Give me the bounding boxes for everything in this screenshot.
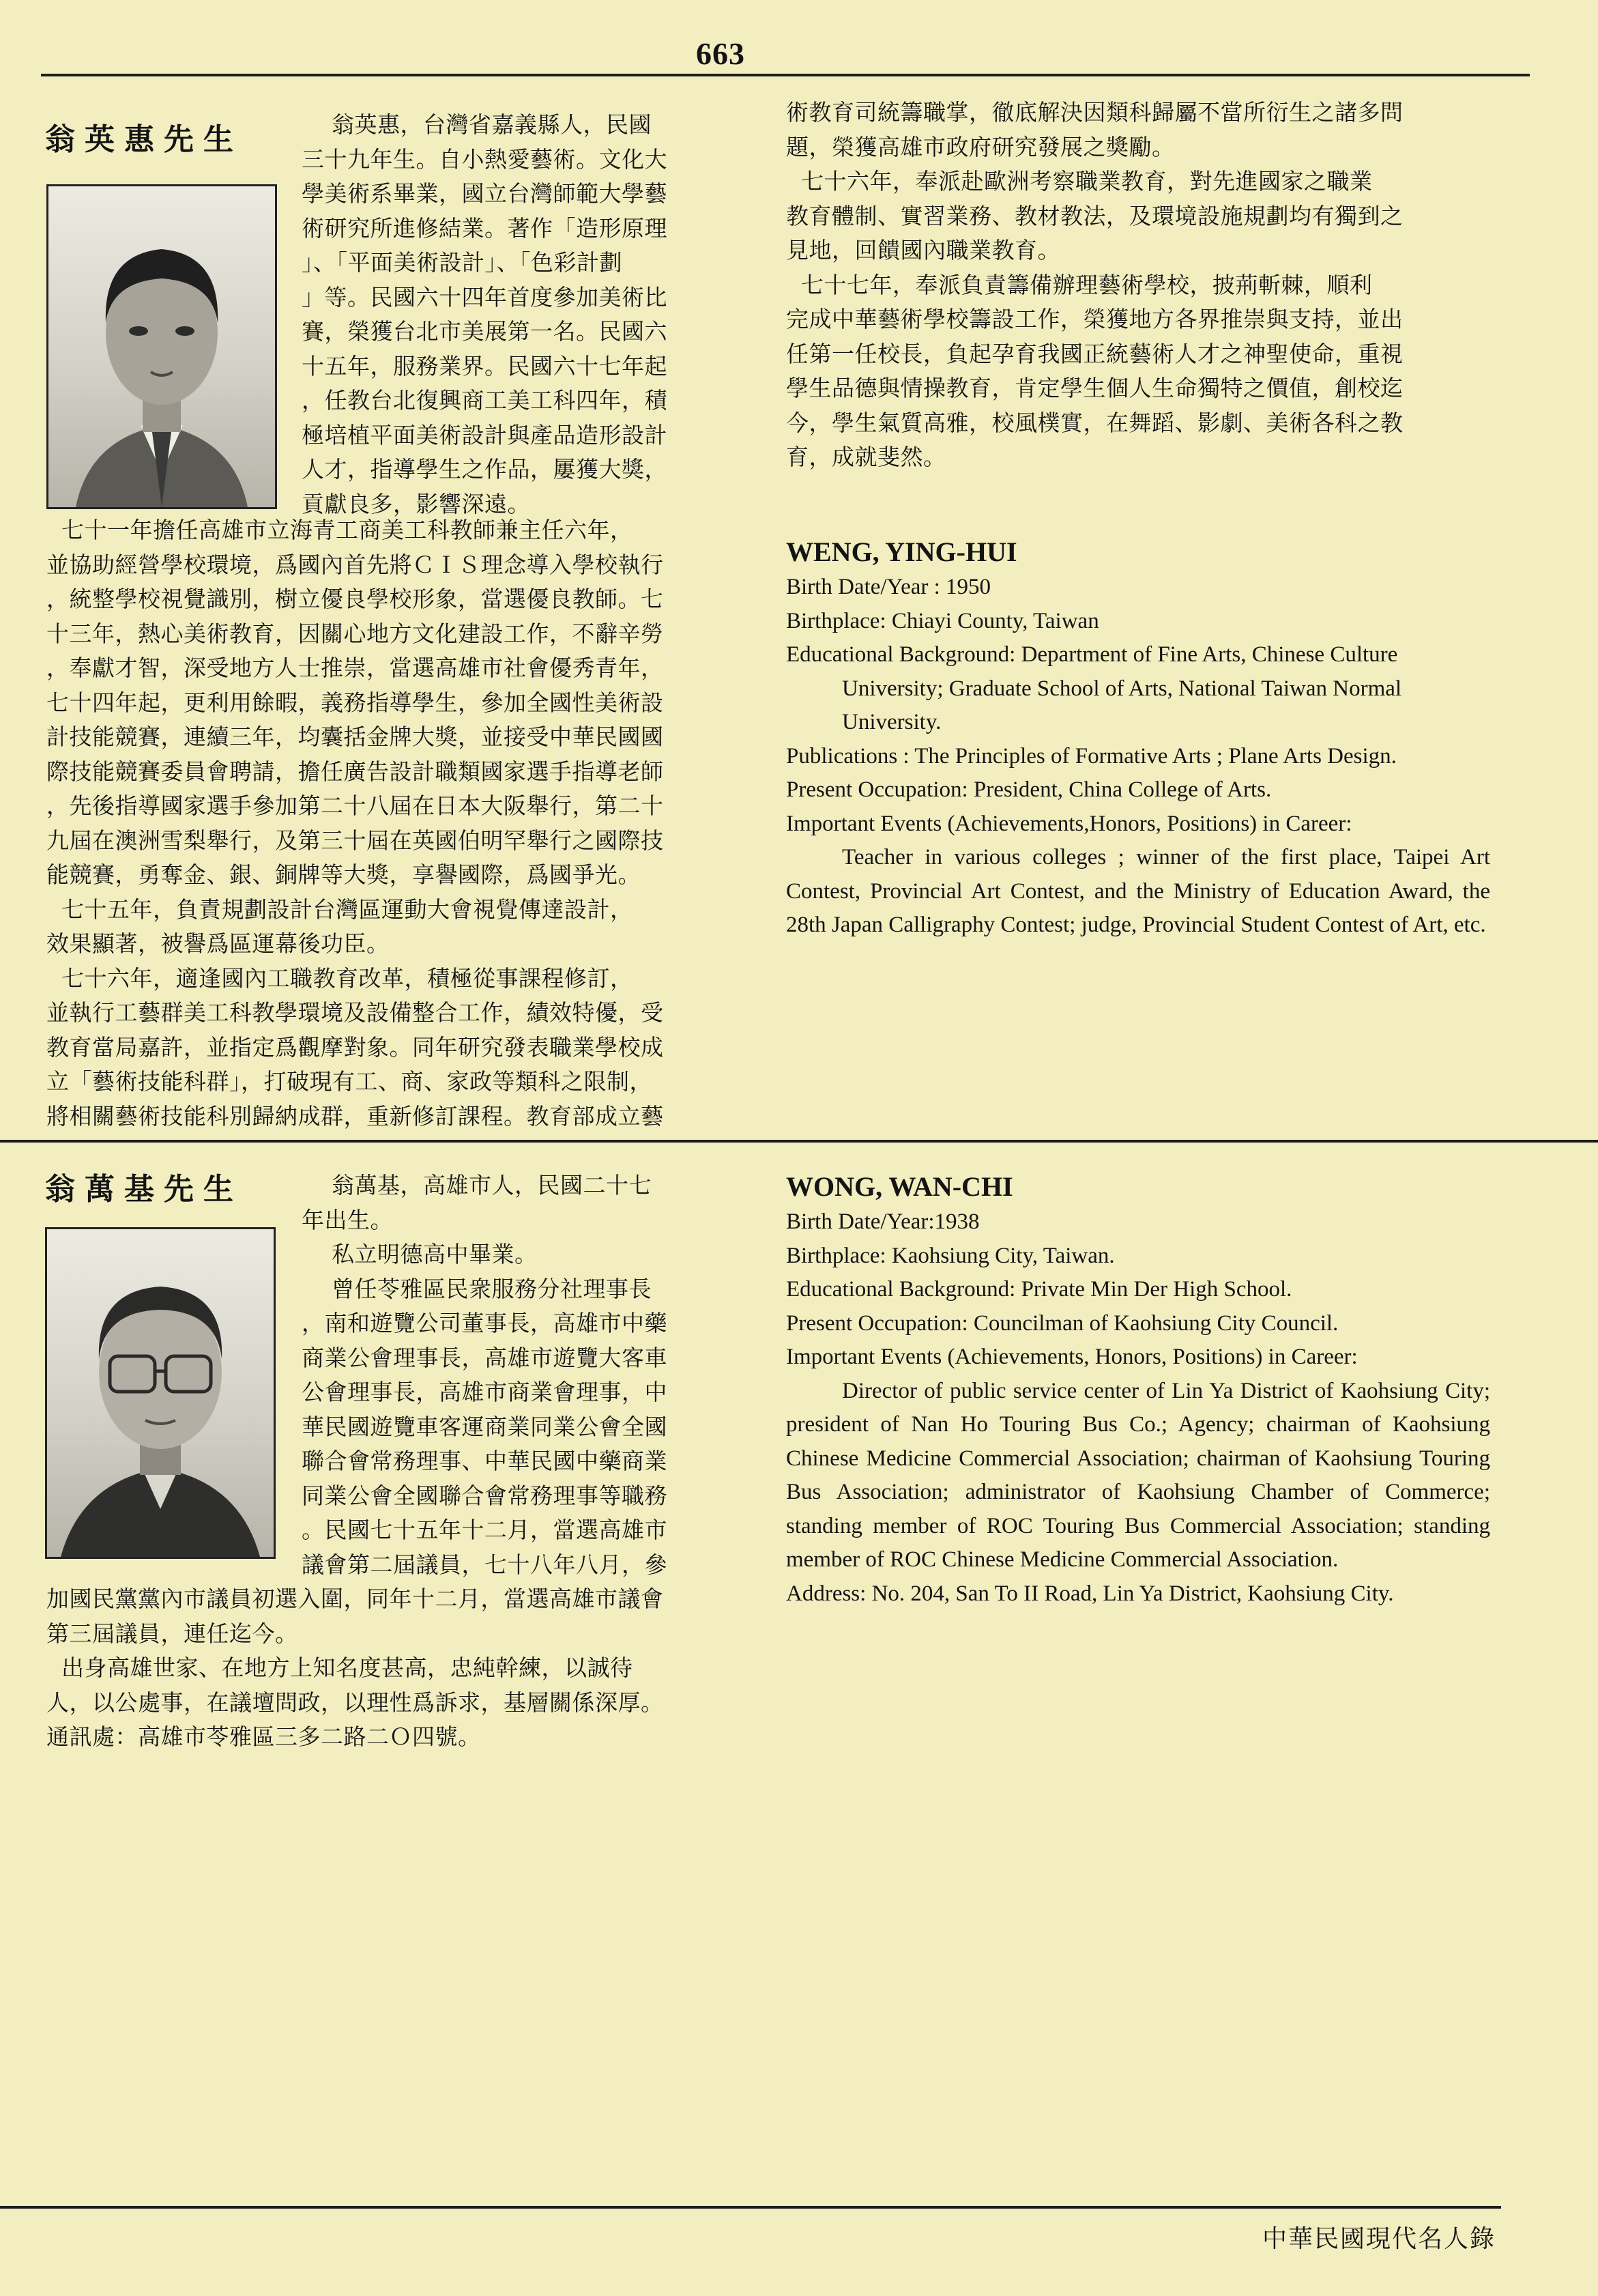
- entry-2-portrait: [45, 1227, 276, 1559]
- bio-line: 第三屆議員，連任迄今。: [46, 1620, 298, 1647]
- bio-line: ，統整學校視覺識別，樹立優良學校形象，當選優良教師。七: [46, 586, 664, 612]
- bio-line: 曾任苓雅區民衆服務分社理事長: [302, 1275, 652, 1302]
- bio-line: 」等。民國六十四年首度參加美術比: [302, 283, 667, 311]
- bio-line: 術研究所進修結業。著作「造形原理: [302, 214, 667, 242]
- entry-2-english-name: WONG, WAN-CHI: [786, 1171, 1013, 1202]
- bio-line: 效果顯著，被譽爲區運幕後功臣。: [46, 930, 390, 957]
- entry-2-bio-body: [46, 1582, 664, 1755]
- bio-line: 議會第二屆議員，七十八年八月，參: [302, 1551, 667, 1578]
- bio-line: 翁英惠，台灣省嘉義縣人，民國: [302, 111, 652, 138]
- entry-2-english: [786, 1168, 1490, 1611]
- events-paragraph: Teacher in various colleges ; winner of the first place, Taipei Art Contest, Provincial Art Contest, and the Ministry of Education Award, the 28th Japan Calligraphy Contest; judge, Provincial Student Contest of Art, etc.: [786, 845, 1490, 937]
- bio-line: 貢獻良多，影響深遠。: [302, 490, 530, 517]
- bio-line: 華民國遊覽車客運商業同業公會全國: [302, 1413, 667, 1440]
- bio-line: 聯合會常務理事、中華民國中藥商業: [302, 1448, 667, 1474]
- bio-line: ，奉獻才智，深受地方人士推崇，當選高雄市社會優秀青年，: [46, 655, 664, 681]
- entry-1-chinese-name: 翁英惠先生: [45, 122, 243, 157]
- bio-line: 加國民黨黨內市議員初選入圍，同年十二月，當選高雄市議會: [46, 1585, 664, 1612]
- occupation: Present Occupation: Councilman of Kaohsiung City Council.: [786, 1310, 1339, 1336]
- bio-line: 學美術系畢業，國立台灣師範大學藝: [302, 180, 667, 207]
- bio-line: 際技能競賽委員會聘請，擔任廣告設計職類國家選手指導老師: [46, 758, 664, 785]
- bio-line: 極培植平面美術設計與產品造形設計: [302, 421, 667, 448]
- bio-line: ，任教台北復興商工美工科四年，積: [302, 387, 667, 414]
- top-rule: [41, 74, 1530, 76]
- birthplace: Birthplace: Chiayi County, Taiwan: [786, 608, 1099, 633]
- bio-line: 人才，指導學生之作品，屢獲大獎，: [302, 456, 667, 483]
- bio-line: 今，學生氣質高雅，校風樸實，在舞蹈、影劇、美術各科之教: [786, 409, 1404, 436]
- bio-line: 教育體制、實習業務、教材教法，及環境設施規劃均有獨到之: [786, 202, 1404, 229]
- birthplace: Birthplace: Kaohsiung City, Taiwan.: [786, 1243, 1115, 1268]
- bottom-rule: [0, 2206, 1501, 2209]
- bio-line: 十三年，熱心美術教育，因關心地方文化建設工作，不辭辛勞: [46, 620, 664, 647]
- bio-line: 完成中華藝術學校籌設工作，榮獲地方各界推崇與支持，並出: [786, 306, 1404, 332]
- bio-line: 題，榮獲高雄市政府研究發展之獎勵。: [786, 133, 1175, 160]
- bio-line: 七十四年起，更利用餘暇，義務指導學生，參加全國性美術設: [46, 689, 664, 716]
- bio-line: 計技能競賽，連續三年，均囊括金牌大獎，並接受中華民國國: [46, 723, 664, 750]
- footer-book-title: 中華民國現代名人錄: [1262, 2225, 1496, 2253]
- entry-1-portrait: [46, 184, 277, 509]
- bio-line: 三十九年生。自小熱愛藝術。文化大: [302, 145, 667, 173]
- bio-line: 並協助經營學校環境，爲國內首先將ＣＩＳ理念導入學校執行: [46, 551, 664, 578]
- bio-line: 七十六年，適逢國內工職教育改革，積極從事課程修訂，: [46, 964, 633, 992]
- bio-line: 十五年，服務業界。民國六十七年起: [302, 352, 667, 379]
- bio-line: 年出生。: [302, 1206, 393, 1233]
- address: Address: No. 204, San To II Road, Lin Ya District, Kaohsiung City.: [786, 1581, 1394, 1606]
- bio-line: 同業公會全國聯合會常務理事等職務: [302, 1482, 667, 1509]
- page-number: 663: [696, 36, 745, 71]
- bio-line: 七十七年，奉派負責籌備辦理藝術學校，披荊斬棘，順利: [786, 271, 1373, 298]
- events-heading: Important Events (Achievements, Honors, Positions) in Career:: [786, 1345, 1358, 1369]
- publications: Publications : The Principles of Formative Arts ; Plane Arts Design.: [786, 743, 1397, 769]
- bio-line: 立「藝術技能科群」，打破現有工、商、家政等類科之限制，: [46, 1068, 652, 1095]
- bio-line: 見地，回饋國內職業教育。: [786, 237, 1060, 263]
- education: Educational Background: Department of Fine Arts, Chinese Culture University; Graduate School of Arts, National Taiwan Normal University.: [786, 642, 1402, 734]
- bio-line: 並執行工藝群美工科教學環境及設備整合工作，績效特優，受: [46, 999, 664, 1026]
- bio-line: 私立明德高中畢業。: [302, 1241, 538, 1267]
- occupation: Present Occupation: President, China College of Arts.: [786, 777, 1272, 802]
- entry-1-bio-continued: [786, 96, 1404, 475]
- birth-date: Birth Date/Year:1938: [786, 1209, 980, 1234]
- bio-line: 公會理事長，高雄市商業會理事，中: [302, 1379, 667, 1405]
- bio-line: 七十六年，奉派赴歐洲考察職業教育，對先進國家之職業: [786, 168, 1373, 195]
- bio-line: 術教育司統籌職掌，徹底解決因類科歸屬不當所衍生之諸多問: [786, 99, 1404, 126]
- events-heading: Important Events (Achievements,Honors, Positions) in Career:: [786, 811, 1352, 836]
- contact-address: 通訊處：高雄市苓雅區三多二路二Ｏ四號。: [46, 1723, 481, 1750]
- entry-1-english-name: WENG, YING-HUI: [786, 536, 1017, 567]
- bio-line: 教育當局嘉許，並指定爲觀摩對象。同年研究發表職業學校成: [46, 1033, 664, 1061]
- bio-line: 翁萬基，高雄市人，民國二十七: [302, 1172, 652, 1199]
- bio-line: 」、「平面美術設計」、「色彩計劃: [302, 249, 622, 276]
- bio-line: ，先後指導國家選手參加第二十八屆在日本大阪舉行，第二十: [46, 792, 664, 819]
- bio-line: 出身高雄世家、在地方上知名度甚高，忠純幹練，以誠待: [46, 1654, 633, 1681]
- bio-line: 任第一任校長，負起孕育我國正統藝術人才之神聖使命，重視: [786, 340, 1404, 367]
- section-divider: [0, 1140, 1598, 1143]
- bio-line: 商業公會理事長，高雄市遊覽大客車: [302, 1344, 667, 1371]
- entry-1-bio-intro: [302, 108, 667, 521]
- entry-2-bio-intro: [302, 1168, 667, 1582]
- bio-line: 人，以公處事，在議壇問政，以理性爲訴求，基層關係深厚。: [46, 1689, 664, 1716]
- bio-line: 。民國七十五年十二月，當選高雄市: [302, 1517, 667, 1543]
- bio-line: 將相關藝術技能科別歸納成群，重新修訂課程。教育部成立藝: [46, 1102, 664, 1130]
- bio-line: 七十一年擔任高雄市立海青工商美工科教師兼主任六年，: [46, 517, 633, 543]
- bio-line: 育，成就斐然。: [786, 444, 946, 470]
- bio-line: 九屆在澳洲雪梨舉行，及第三十屆在英國伯明罕舉行之國際技: [46, 827, 664, 854]
- birth-date: Birth Date/Year : 1950: [786, 575, 991, 599]
- bio-line: 學生品德與情操教育，肯定學生個人生命獨特之價值，創校迄: [786, 375, 1404, 401]
- bio-line: 七十五年，負責規劃設計台灣區運動大會視覺傳達設計，: [46, 895, 633, 923]
- entry-1-bio-body: [46, 513, 664, 1134]
- bio-line: 能競賽，勇奪金、銀、銅牌等大獎，享譽國際，爲國爭光。: [46, 861, 641, 888]
- events-paragraph: Director of public service center of Lin Ya District of Kaohsiung City; president of Nan Ho Touring Bus Co.; Agency; chairman of Kaohsiung Chinese Medicine Commercial Association; chairman of Kaohsiung Touring Bus Association; administrator of Kaohsiung Chamber of Commerce; standing member of ROC Touring Bus Commercial Association; standing member of ROC Chinese Medicine Commercial Association.: [786, 1378, 1490, 1572]
- entry-1-english: [786, 534, 1490, 943]
- entry-2-chinese-name: 翁萬基先生: [45, 1172, 243, 1207]
- bio-line: 賽，榮獲台北市美展第一名。民國六: [302, 318, 667, 345]
- bio-line: ，南和遊覽公司董事長，高雄市中藥: [302, 1310, 667, 1336]
- education: Educational Background: Private Min Der High School.: [786, 1277, 1292, 1302]
